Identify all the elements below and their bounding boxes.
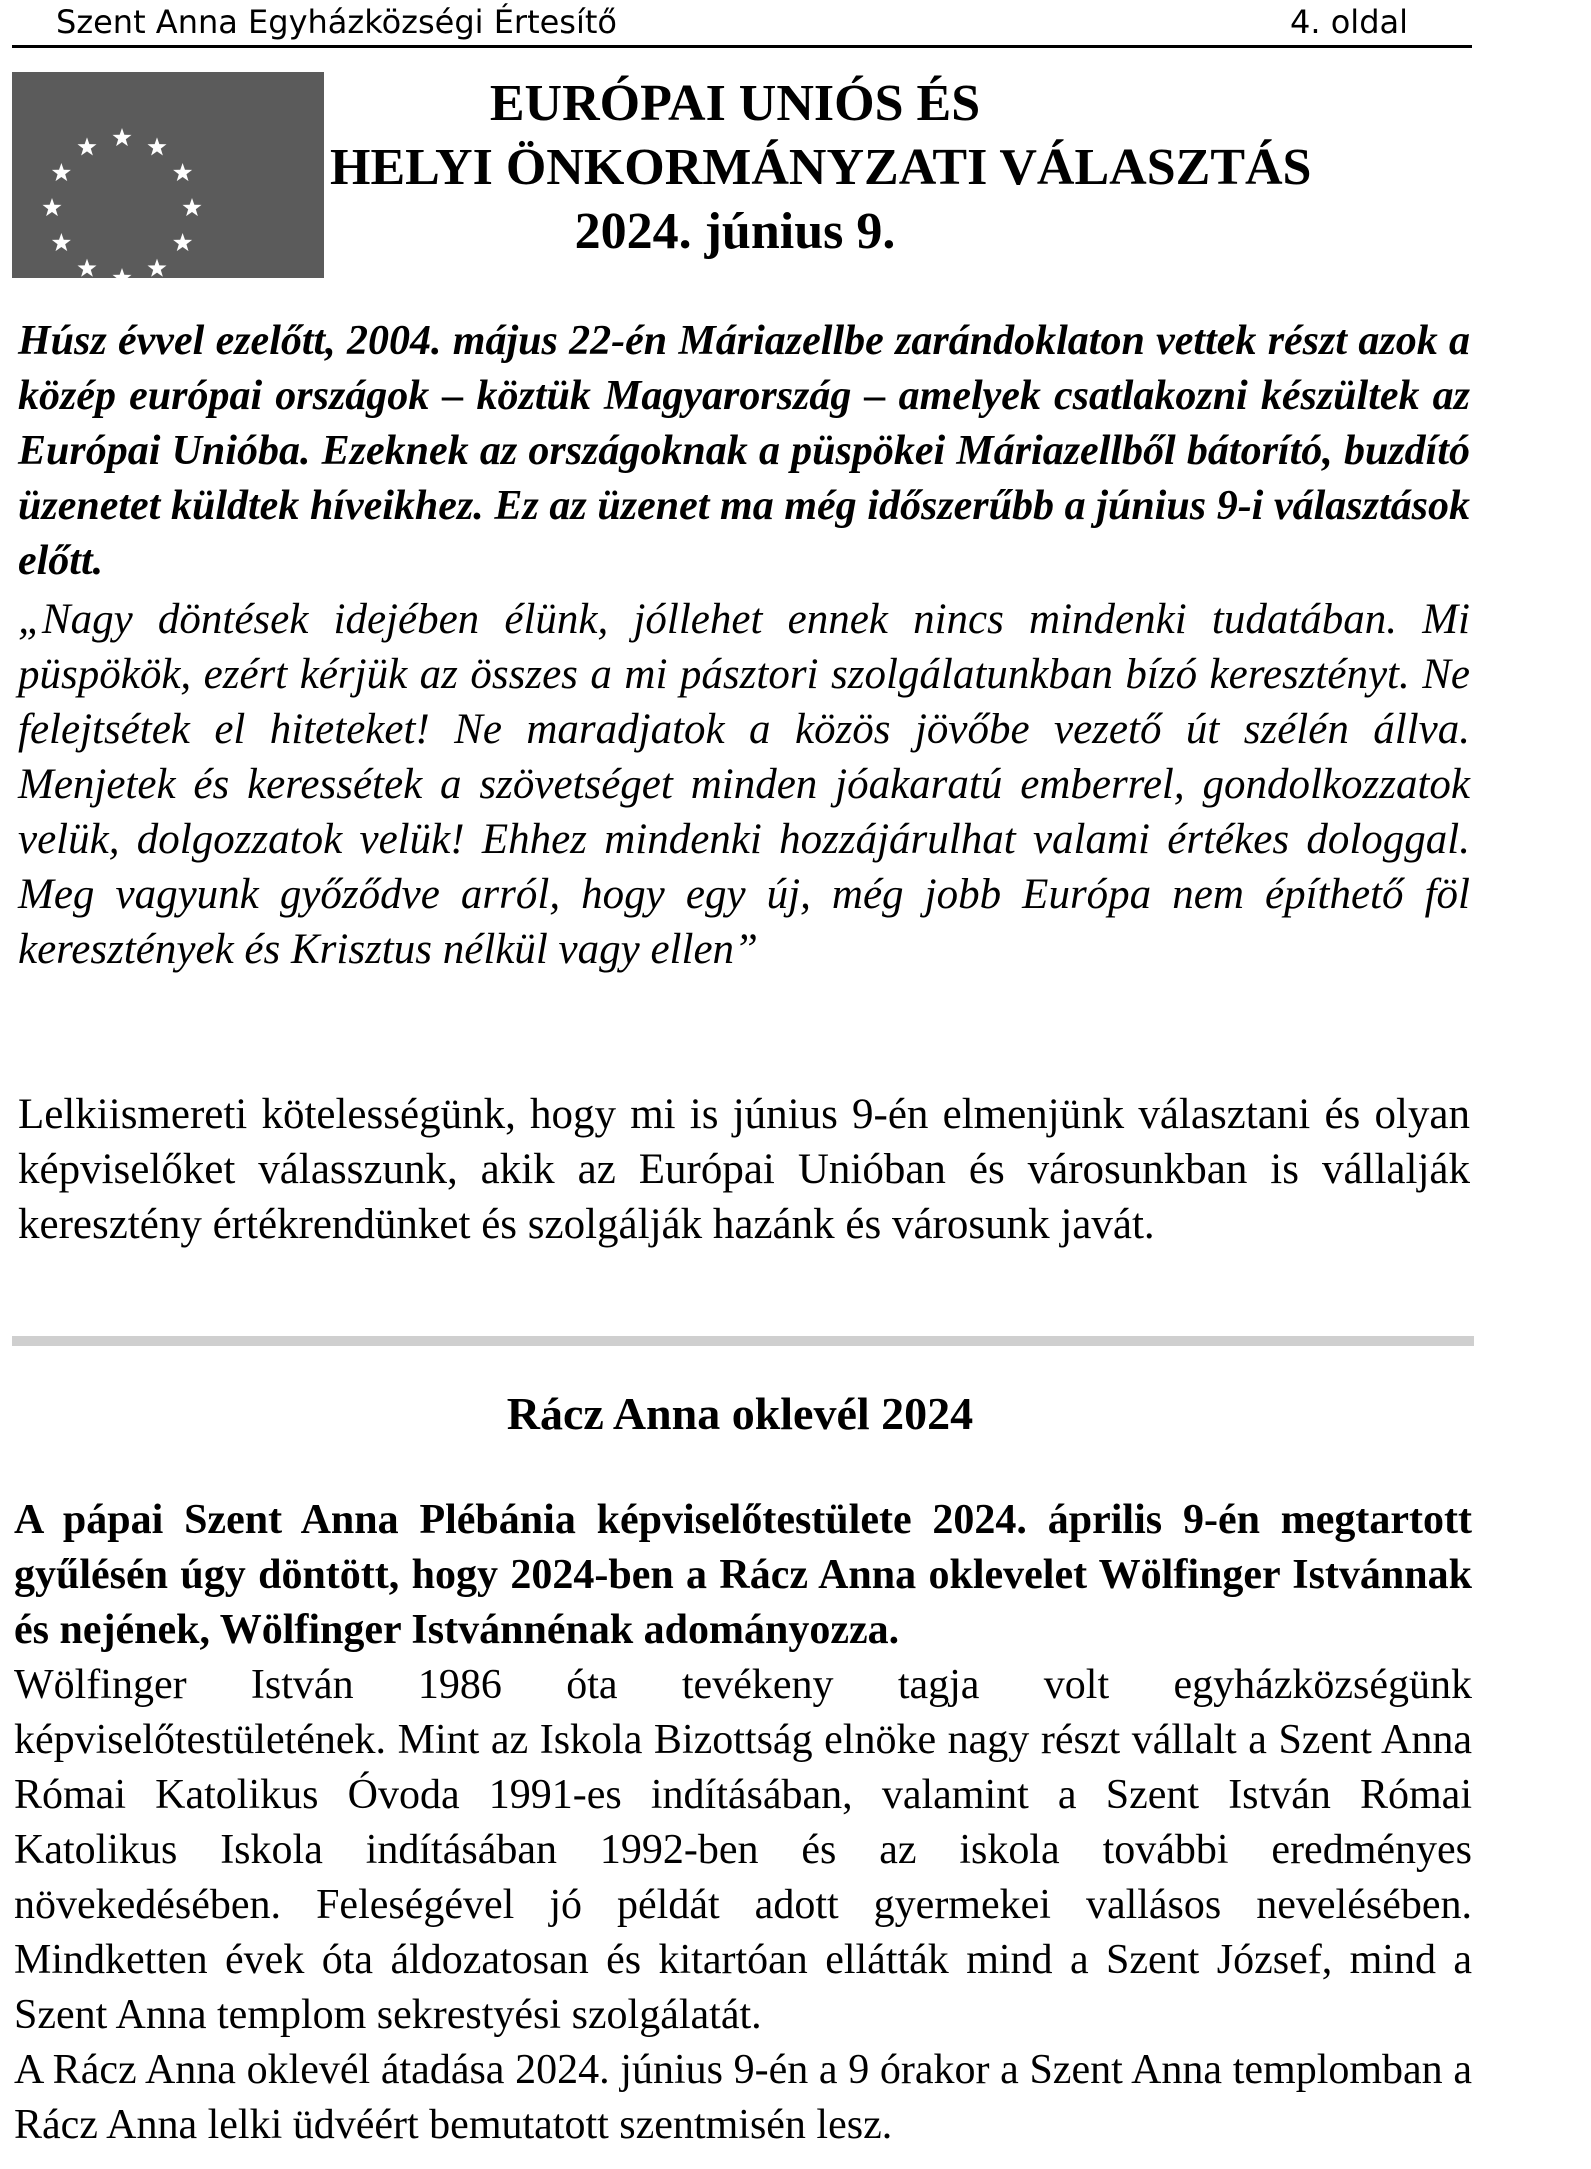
election-title-line2: HELYI ÖNKORMÁNYZATI VÁLASZTÁS <box>330 139 1312 196</box>
eu-flag-graphic <box>12 72 324 278</box>
eu-flag-icon <box>12 72 324 278</box>
header-divider <box>12 45 1472 48</box>
racz-lead-text: A pápai Szent Anna Plébánia képviselőtestülete 2024. április 9-én megtartott gyűlésén úgy döntött, hogy 2024-ben a Rácz Anna oklevelet Wölfinger Istvánnak és nejének, Wölfinger Istvánnénak adományozza. <box>14 1497 1472 1653</box>
duty-text: Lelkiismereti kötelességünk, hogy mi is június 9-én elmenjünk választani és olyan képviselőket válasszunk, akik az Európai Unióban és városunkban is vállalják keresztény értékrendünket és szolgálják hazánk és városunk javát. <box>18 1091 1470 1248</box>
bishops-quote <box>18 592 1470 977</box>
racz-anna-heading: Rácz Anna oklevél 2024 <box>506 1388 974 1439</box>
page-header <box>56 2 1408 42</box>
quote-text: „Nagy döntések idejében élünk, jóllehet ennek nincs mindenki tudatában. Mi püspökök, ezért kérjük az összes a mi pásztori szolgálatunkban bízó keresztényt. Ne felejtsétek el hiteteket! Ne maradjatok a közös jövőbe vezető út szélén állva. Menjetek és keressétek a szövetséget minden jóakaratú emberrel, gondolkozzatok velük, dolgozzatok velük! Ehhez mindenki hozzájárulhat valami értékes dologgal. Meg vagyunk győződve arról, hogy egy új, még jobb Európa nem építhető föl keresztények és Krisztus nélkül vagy ellen” <box>18 596 1470 973</box>
intro-paragraph <box>18 314 1470 589</box>
racz-body-text: Wölfinger István 1986 óta tevékeny tagja volt egyházközségünk képviselőtestületének. Mint az Iskola Bizottság elnöke nagy részt vállalt a Szent Anna Római Katolikus Óvoda 1991-es indításában, valamint a Szent István Római Katolikus Iskola indításában 1992-ben és az iskola további eredményes növekedésében. Feleségével jó példát adott gyermekei vallásos nevelésében. Mindketten évek óta áldozatosan és kitartóan ellátták mind a Szent József, mind a Szent Anna templom sekrestyési szolgálatát. <box>14 1662 1472 2038</box>
page-number: 4. oldal <box>1290 3 1408 41</box>
election-date: 2024. június 9. <box>574 203 896 260</box>
intro-text: Húsz évvel ezelőtt, 2004. május 22-én Máriazellbe zarándoklaton vettek részt azok a közép európai országok – köztük Magyarország – amelyek csatlakozni készültek az Európai Unióba. Ezeknek az országoknak a püspökei Máriazellből bátorító, buzdító üzenetet küldtek híveikhez. Ez az üzenet ma még időszerűbb a június 9-i választások előtt. <box>18 318 1470 584</box>
racz-anna-article <box>14 1493 1472 2153</box>
duty-paragraph <box>18 1087 1470 1252</box>
section-divider <box>12 1336 1474 1346</box>
racz-closing-text: A Rácz Anna oklevél átadása 2024. június 9-én a 9 órakor a Szent Anna templomban a Rácz Anna lelki üdvéért bemutatott szentmisén lesz. <box>14 2047 1472 2148</box>
newsletter-title: Szent Anna Egyházközségi Értesítő <box>56 3 617 41</box>
election-heading <box>330 72 1312 264</box>
election-title-line1: EURÓPAI UNIÓS ÉS <box>489 75 981 132</box>
